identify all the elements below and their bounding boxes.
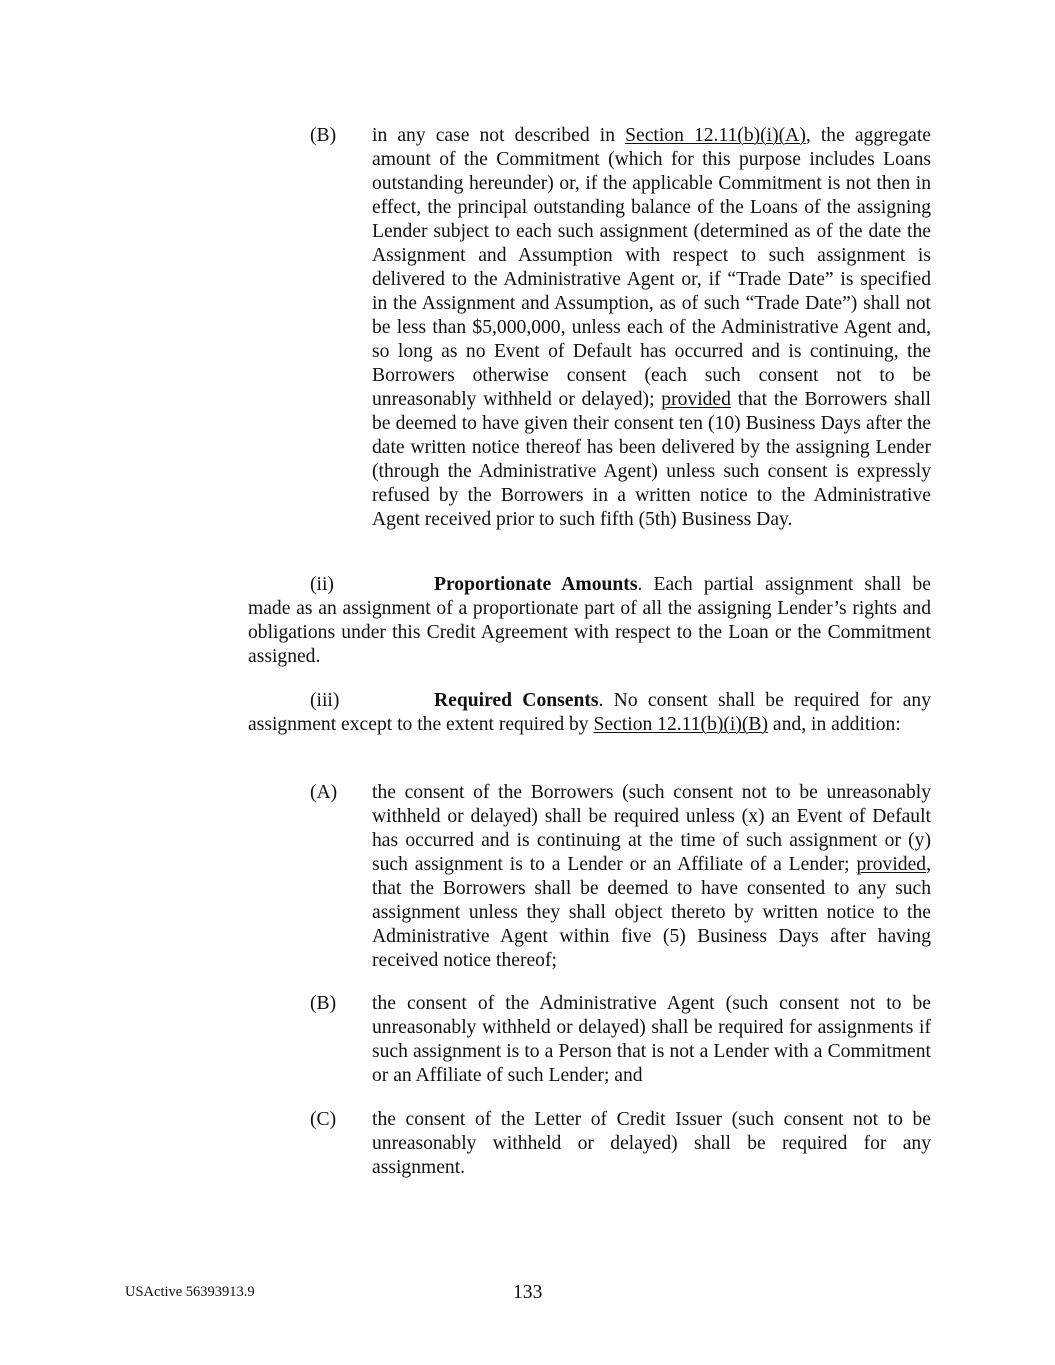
paragraph-proportionate-amounts: (ii) Proportionate Amounts. Each partial assignment shall be made as an assignment of a proportionate part of all the assigning Lender’s rights and obligations under this Credit Agreement with respect to the Loan or the Commitment assigned. <box>248 574 931 667</box>
clause-text: in any case not described in Section 12.11(b)(i)(A), the aggregate amount of the Commitment (which for this purpose includes Loans outstanding hereunder) or, if the applicable Commitment is not then in effect, the principal outstanding balance of the Loans of the assigning Lender subject to each such assignment (determined as of the date the Assignment and Assumption with respect to such assignment is delivered to the Administrative Agent or, if “Trade Date” is specified in the Assignment and Assumption, as of such “Trade Date”) shall not be less than $5,000,000, unless each of the Administrative Agent and, so long as no Event of Default has occurred and is continuing, the Borrowers otherwise consent (each such consent not to be unreasonably withheld or delayed); provided that the Borrowers shall be deemed to have given their consent ten (10) Business Days after the date written notice thereof has been delivered by the assigning Lender (through the Administrative Agent) unless such consent is expressly refused by the Borrowers in a written notice to the Administrative Agent received prior to such fifth (5th) Business Day. <box>372 125 932 530</box>
clause-text: the consent of the Administrative Agent (such consent not to be unreasonably withheld or delayed) shall be required for assignments if such assignment is to a Person that is not a Lender with a Commitment or an Affiliate of such Lender; and <box>372 993 931 1086</box>
clause-text: the consent of the Borrowers (such consent not to be unreasonably withheld or delayed) shall be required unless (x) an Event of Default has occurred and is continuing at the time of such assignment or (y) such assignment is to a Lender or an Affiliate of a Lender; provided, that the Borrowers shall be deemed to have consented to any such assignment unless they shall object thereto by written notice to the Administrative Agent within five (5) Business Days after having received notice thereof; <box>372 782 931 971</box>
clause-label: (C) <box>310 1109 337 1130</box>
provided-term: provided <box>661 389 731 410</box>
clause-label: (B) <box>310 993 337 1014</box>
paragraph-number: (ii) <box>310 574 334 595</box>
clause-text: the consent of the Letter of Credit Issuer (such consent not to be unreasonably withheld or delayed) shall be required for any assignment. <box>372 1109 931 1178</box>
paragraph-number: (iii) <box>310 690 340 711</box>
paragraph-heading: Required Consents <box>434 690 599 711</box>
footer-document-id: USActive 56393913.9 <box>125 1284 255 1300</box>
clause-label: (B) <box>310 125 337 146</box>
page-number: 133 <box>513 1282 543 1303</box>
paragraph-required-consents: (iii) Required Consents. No consent shall be required for any assignment except to the extent required by Section 12.11(b)(i)(B) and, in addition: <box>248 690 932 735</box>
section-reference-link: Section 12.11(b)(i)(B) <box>593 714 769 735</box>
paragraph-heading: Proportionate Amounts <box>434 574 638 595</box>
clause-label: (A) <box>310 782 338 803</box>
provided-term: provided <box>856 854 927 875</box>
section-reference-link: Section 12.11(b)(i)(A) <box>625 125 806 146</box>
